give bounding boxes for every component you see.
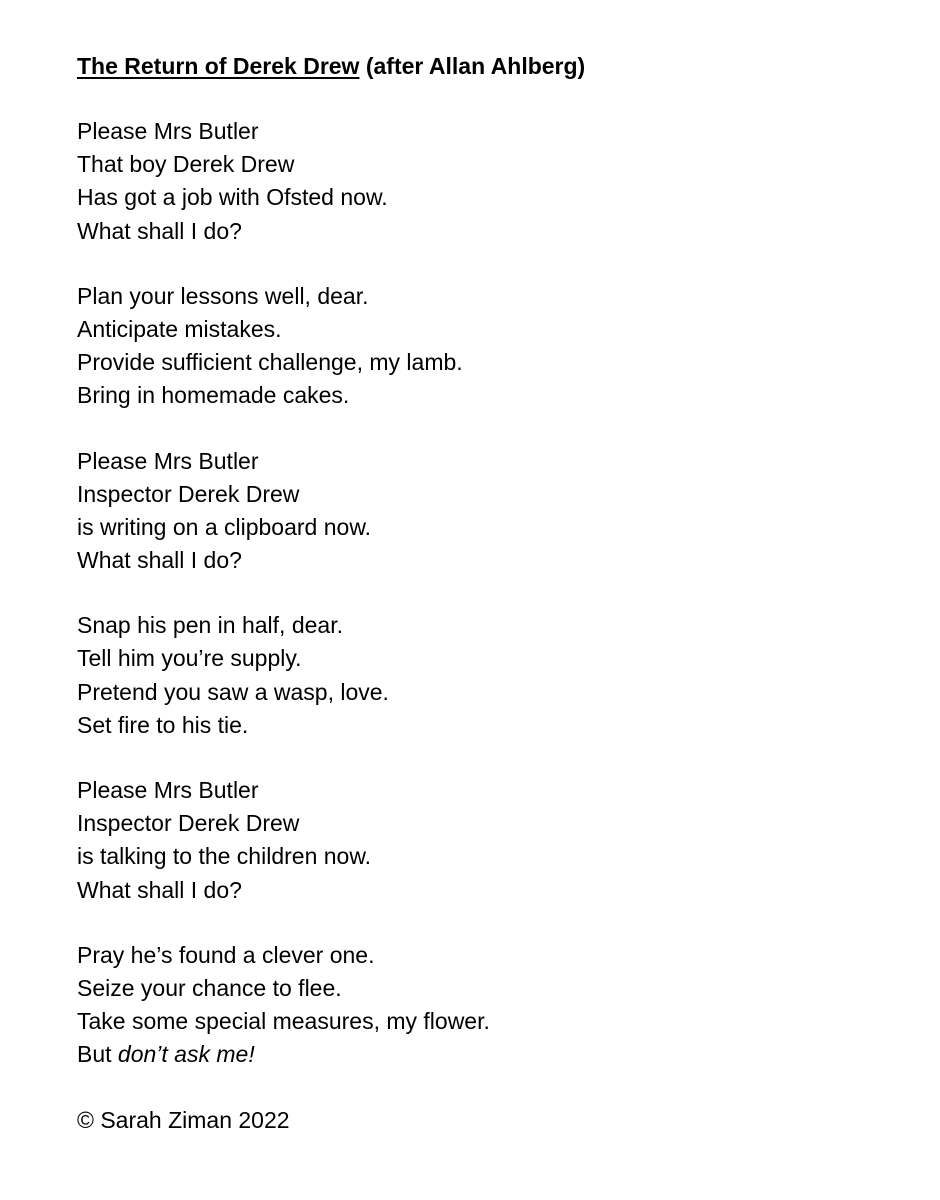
poem-line: What shall I do? xyxy=(77,547,242,574)
poem-line: is talking to the children now. xyxy=(77,843,372,870)
poem-subtitle: (after Allan Ahlberg) xyxy=(365,53,586,79)
final-line-prefix: But xyxy=(77,1041,112,1068)
poem-line: Inspector Derek Drew xyxy=(77,480,300,507)
poem-title: The Return of Derek Drew xyxy=(77,53,360,79)
copyright-notice: © Sarah Ziman 2022 xyxy=(77,1106,290,1133)
stanza-3 xyxy=(77,445,897,578)
stanza-5 xyxy=(77,774,897,907)
poem-line: Set fire to his tie. xyxy=(77,711,249,738)
final-line-emphasis: don’t ask me! xyxy=(117,1041,255,1068)
poem-line: What shall I do? xyxy=(77,217,242,244)
poem-line: Pretend you saw a wasp, love. xyxy=(77,678,389,705)
poem-line: Bring in homemade cakes. xyxy=(77,382,350,409)
poem-line: What shall I do? xyxy=(77,876,242,903)
poem-line: Tell him you’re supply. xyxy=(77,645,302,672)
poem-page xyxy=(77,49,897,1137)
poem-line: Has got a job with Ofsted now. xyxy=(77,184,388,211)
poem-line: Please Mrs Butler xyxy=(77,777,259,803)
poem-line: is writing on a clipboard now. xyxy=(77,513,372,540)
stanza-4 xyxy=(77,609,897,742)
poem-title-line xyxy=(77,49,897,83)
poem-line: Take some special measures, my flower. xyxy=(77,1008,490,1035)
poem-line: Please Mrs Butler xyxy=(77,447,259,474)
poem-line: Inspector Derek Drew xyxy=(77,810,300,837)
poem-line-final xyxy=(77,1038,897,1071)
poem-line: Provide sufficient challenge, my lamb. xyxy=(77,349,463,376)
poem-line: Anticipate mistakes. xyxy=(77,315,282,342)
poem-line: Pray he’s found a clever one. xyxy=(77,941,375,968)
poem-line: Seize your chance to flee. xyxy=(77,974,342,1001)
poem-line: Plan your lessons well, dear. xyxy=(77,282,369,309)
poem-line: Please Mrs Butler xyxy=(77,118,259,144)
poem-line: Snap his pen in half, dear. xyxy=(77,612,343,639)
stanza-2 xyxy=(77,280,897,413)
stanza-1 xyxy=(77,115,897,248)
stanza-6 xyxy=(77,939,897,1072)
poem-line: That boy Derek Drew xyxy=(77,151,295,178)
